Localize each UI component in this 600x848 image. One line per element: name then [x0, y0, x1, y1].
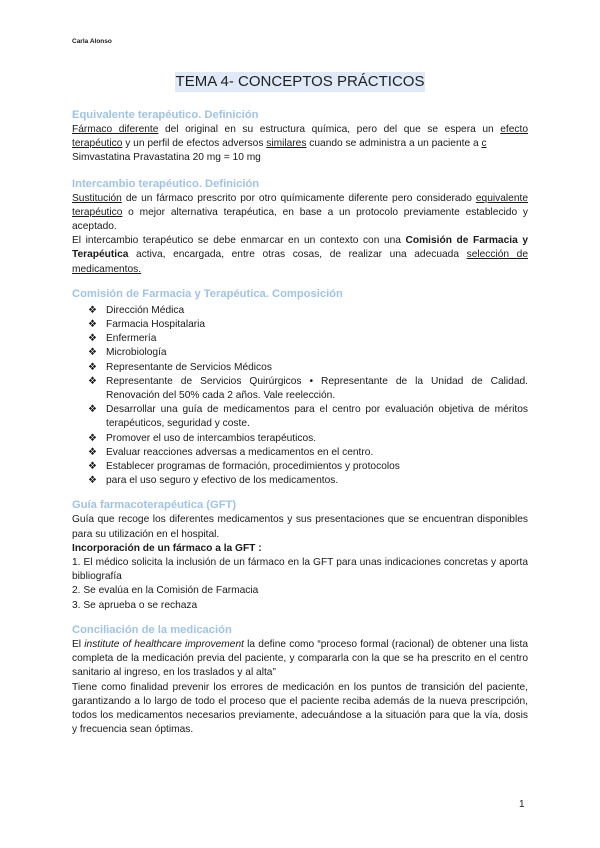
section-heading: Guía farmacoterapéutica (GFT) [72, 499, 237, 512]
paragraph: Guía que recoge los diferentes medicamentos y sus presentaciones que se encuentran disponibles para su utilización en el hospital. [72, 514, 528, 540]
underlined-term: equivalente terapéutico [72, 192, 528, 218]
diamond-bullet-icon: ❖ [88, 461, 97, 473]
bullet-list [72, 304, 528, 489]
text-run: o mejor alternativa terapéutica, en base a un protocolo previamente establecido y aceptado. [72, 206, 528, 233]
list-item [88, 346, 528, 360]
underlined-term: c [481, 138, 487, 150]
list-item [88, 403, 528, 431]
list-item [88, 318, 528, 332]
underlined-term: selección de medicamentos. [72, 249, 528, 275]
list-item [88, 361, 528, 375]
paragraph [72, 638, 528, 681]
list-item-text: para el uso seguro y efectivo de los medicamentos. [106, 475, 339, 487]
list-item-text: Microbiología [106, 347, 167, 359]
list-item [88, 446, 528, 460]
list-item [88, 460, 528, 474]
underlined-term: similares [266, 138, 307, 150]
list-item-text: Desarrollar una guía de medicamentos para el centro por evaluación objetiva de méritos terapéuticos, seguridad y coste. [106, 404, 528, 430]
text-run: El intercambio terapéutico se debe enmarcar en un contexto con una [72, 235, 406, 247]
diamond-bullet-icon: ❖ [88, 319, 97, 331]
section-heading: Equivalente terapéutico. Definición [72, 109, 259, 121]
list-item [88, 375, 528, 403]
section-equivalente [72, 107, 528, 166]
text-run: del original en su estructura química, pero del que se espera un [158, 124, 501, 135]
paragraph [72, 234, 528, 277]
step-item: 2. Se evalúa en la Comisión de Farmacia [72, 585, 259, 597]
section-heading: Intercambio terapéutico. Definición [72, 177, 260, 190]
underlined-term: Fármaco diferente [72, 124, 159, 135]
section-heading: Conciliación de la medicación [72, 623, 232, 636]
list-item [88, 474, 528, 488]
section-comision [72, 286, 528, 489]
author-name: Carla Alonso [72, 38, 112, 45]
section-intercambio [72, 176, 528, 277]
text-run: de un fármaco prescrito por otro químicamente diferente pero considerado [121, 192, 476, 204]
italic-term: institute of healthcare improvement [84, 638, 244, 650]
page-number: 1 [519, 799, 525, 810]
text-run: cuando se administra a un paciente a [306, 138, 482, 150]
bold-term: Comisión de Farmacia y Terapéutica [72, 235, 528, 261]
diamond-bullet-icon: ❖ [88, 361, 97, 373]
section-heading: Comisión de Farmacia y Terapéutica. Composición [72, 287, 343, 300]
diamond-bullet-icon: ❖ [88, 375, 97, 387]
diamond-bullet-icon: ❖ [88, 347, 97, 359]
diamond-bullet-icon: ❖ [88, 333, 97, 345]
list-item-text: Evaluar reacciones adversas a medicamentos en el centro. [106, 446, 374, 458]
underlined-term: efecto terapéutico [72, 124, 528, 150]
bold-subheading: Incorporación de un fármaco a la GFT : [72, 542, 262, 554]
diamond-bullet-icon: ❖ [88, 446, 97, 458]
list-item-text: Farmacia Hospitalaria [106, 319, 206, 331]
text-run: la define como “proceso formal (racional) de obtener una lista completa de la medicación previa del paciente, y compararla con la que se ha prescrito en el centro sanitario al ingreso, en los traslados y al alta” [72, 638, 528, 679]
list-item [88, 332, 528, 346]
paragraph [72, 123, 528, 151]
document-body [72, 106, 528, 737]
list-item-text: Promover el uso de intercambios terapéuticos. [106, 432, 317, 444]
text-run: y un perfil de efectos adversos [122, 138, 267, 150]
list-item-text: Representante de Servicios Médicos [106, 361, 272, 373]
diamond-bullet-icon: ❖ [88, 475, 97, 487]
list-item [88, 304, 528, 318]
diamond-bullet-icon: ❖ [88, 432, 97, 444]
list-item-text: Enfermería [106, 333, 157, 345]
list-item-text: Establecer programas de formación, procedimientos y protocolos [106, 461, 400, 473]
subheading [72, 542, 528, 556]
paragraph [72, 192, 528, 235]
list-item-text: Representante de Servicios Quirúrgicos • Representante de la Unidad de Calidad. Renovación del 50% cada 2 años. Vale reelección. [106, 375, 528, 402]
list-item-text: Dirección Médica [106, 304, 185, 316]
step-item: 3. Se aprueba o se rechaza [72, 599, 198, 611]
title-container [0, 72, 600, 92]
page-title: TEMA 4- CONCEPTOS PRÁCTICOS [175, 73, 425, 90]
section-gft [72, 497, 528, 612]
list-item [88, 432, 528, 446]
paragraph: Simvastatina Pravastatina 20 mg = 10 mg [72, 152, 261, 164]
underlined-term: Sustitución [72, 192, 122, 204]
diamond-bullet-icon: ❖ [88, 304, 97, 316]
text-run: El [72, 638, 85, 650]
section-conciliacion [72, 622, 528, 737]
diamond-bullet-icon: ❖ [88, 404, 97, 416]
text-run: activa, encargada, entre otras cosas, de realizar una adecuada [128, 249, 467, 261]
paragraph: Tiene como finalidad prevenir los errores de medicación en los puntos de transición del paciente, garantizando a lo largo de todo el proceso que el paciente reciba además de la nueva prescripción, todos los medicamentos necesarios previamente, adecuándose a la situación para que la vía, dosis y frecuencia sean óptimas. [72, 681, 528, 736]
step-item: 1. El médico solicita la inclusión de un fármaco en la GFT para unas indicaciones concretas y aporta bibliografía [72, 557, 528, 583]
